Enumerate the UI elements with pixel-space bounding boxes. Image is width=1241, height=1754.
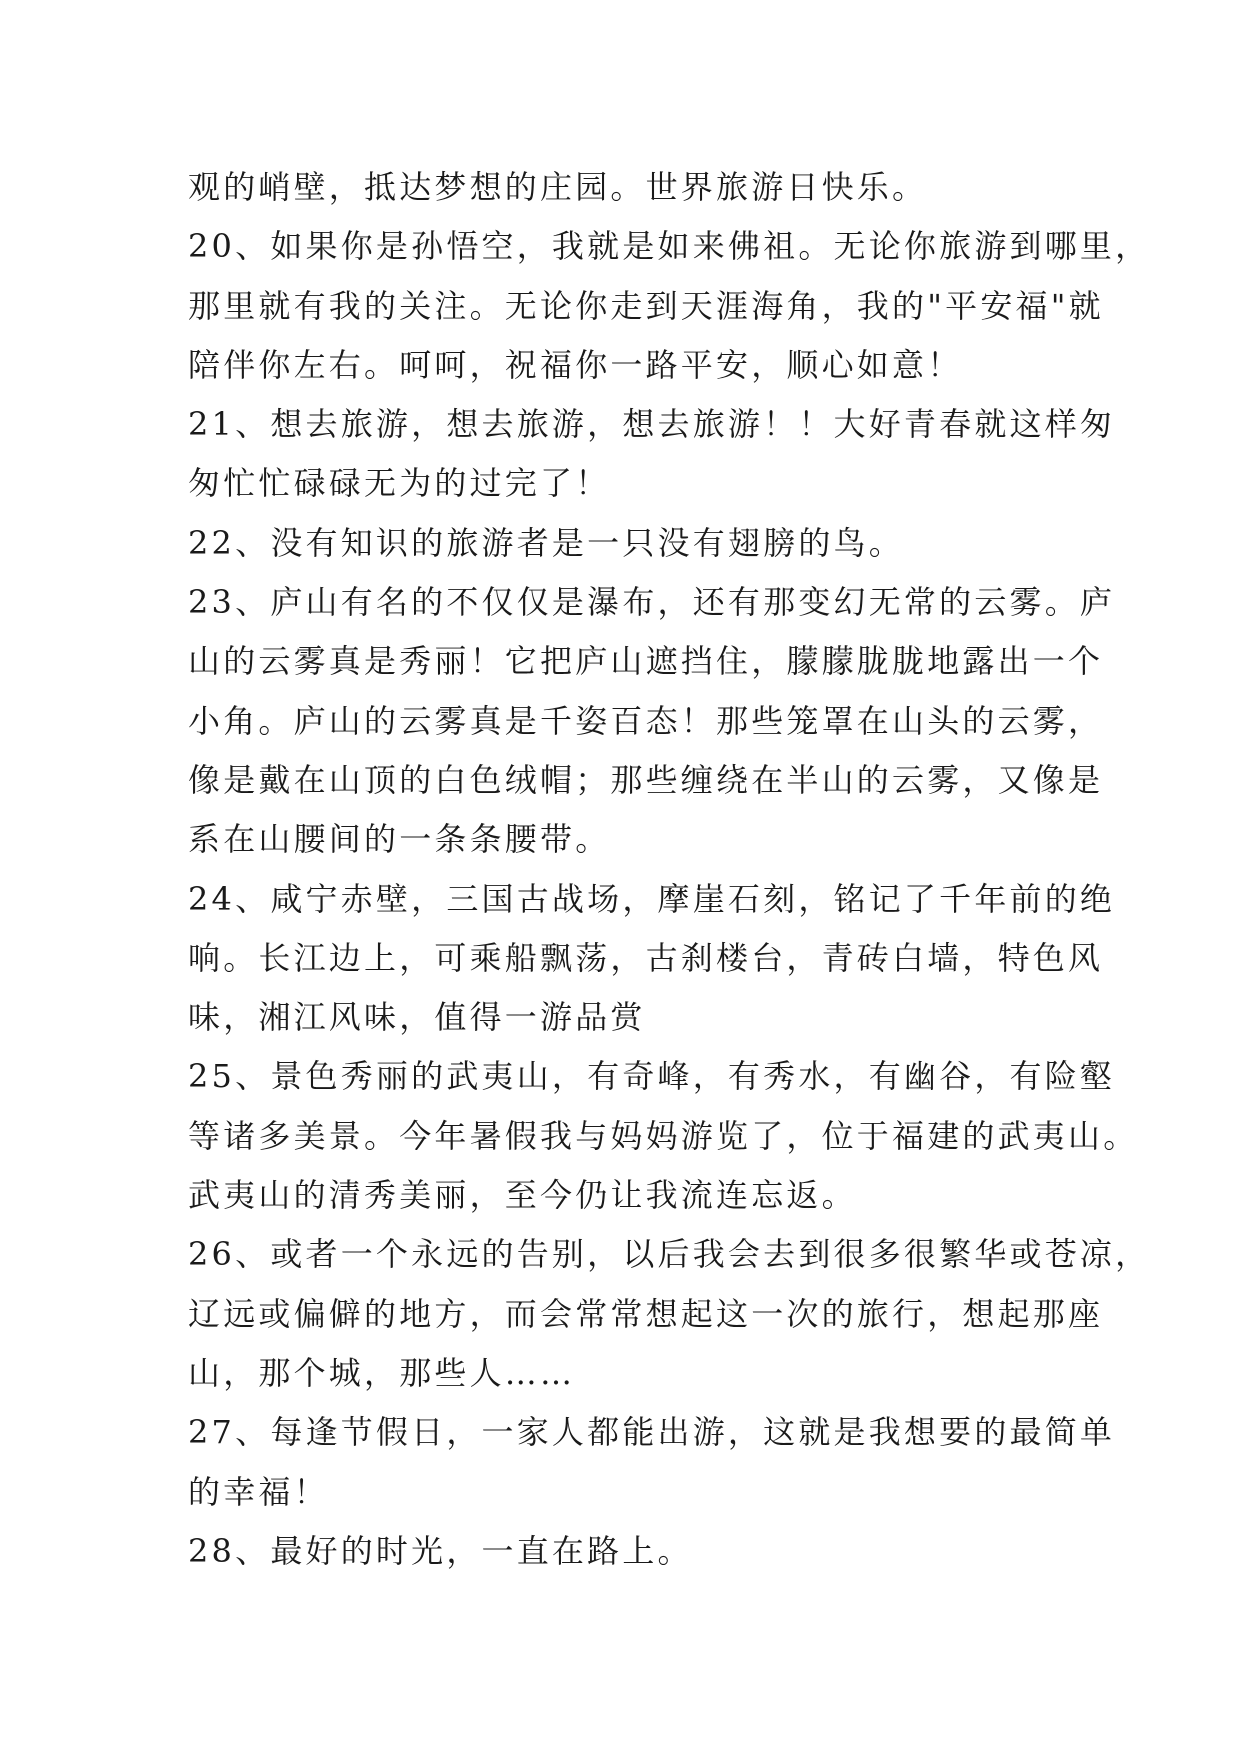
text-line: 26、或者一个永远的告别，以后我会去到很多很繁华或苍凉， [188,1235,1151,1274]
text-line: 等诸多美景。今年暑假我与妈妈游览了，位于福建的武夷山。 [188,1116,1139,1155]
text-line: 陪伴你左右。呵呵，祝福你一路平安，顺心如意！ [188,345,963,384]
text-line: 23、庐山有名的不仅仅是瀑布，还有那变幻无常的云雾。庐 [188,583,1116,622]
text-line: 山的云雾真是秀丽！它把庐山遮挡住，朦朦胧胧地露出一个 [188,642,1104,681]
text-line: 27、每逢节假日，一家人都能出游，这就是我想要的最简单 [188,1413,1116,1452]
text-line: 那里就有我的关注。无论你走到天涯海角，我的"平安福"就 [188,286,1104,325]
document-body [188,158,1151,1581]
text-line: 21、想去旅游，想去旅游，想去旅游！！大好青春就这样匆 [188,405,1116,444]
text-line: 系在山腰间的一条条腰带。 [188,820,611,859]
text-line: 辽远或偏僻的地方，而会常常想起这一次的旅行，想起那座 [188,1294,1104,1333]
text-line: 像是戴在山顶的白色绒帽；那些缠绕在半山的云雾，又像是 [188,760,1104,799]
text-line: 25、景色秀丽的武夷山，有奇峰，有秀水，有幽谷，有险壑 [188,1057,1116,1096]
text-line: 的幸福！ [188,1472,329,1511]
text-line: 20、如果你是孙悟空，我就是如来佛祖。无论你旅游到哪里， [188,227,1151,266]
text-line: 小角。庐山的云雾真是千姿百态！那些笼罩在山头的云雾， [188,701,1104,740]
text-line: 28、最好的时光，一直在路上。 [188,1531,693,1570]
text-line: 武夷山的清秀美丽，至今仍让我流连忘返。 [188,1176,857,1215]
text-line: 22、没有知识的旅游者是一只没有翅膀的鸟。 [188,523,904,562]
text-line: 响。长江边上，可乘船飘荡，古刹楼台，青砖白墙，特色风 [188,938,1104,977]
text-line: 观的峭壁，抵达梦想的庄园。世界旅游日快乐。 [188,168,928,206]
text-line: 24、咸宁赤壁，三国古战场，摩崖石刻，铭记了千年前的绝 [188,879,1116,918]
text-line: 山，那个城，那些人…… [188,1353,576,1392]
text-line: 味，湘江风味，值得一游品赏 [188,998,646,1037]
text-line: 匆忙忙碌碌无为的过完了！ [188,464,611,503]
